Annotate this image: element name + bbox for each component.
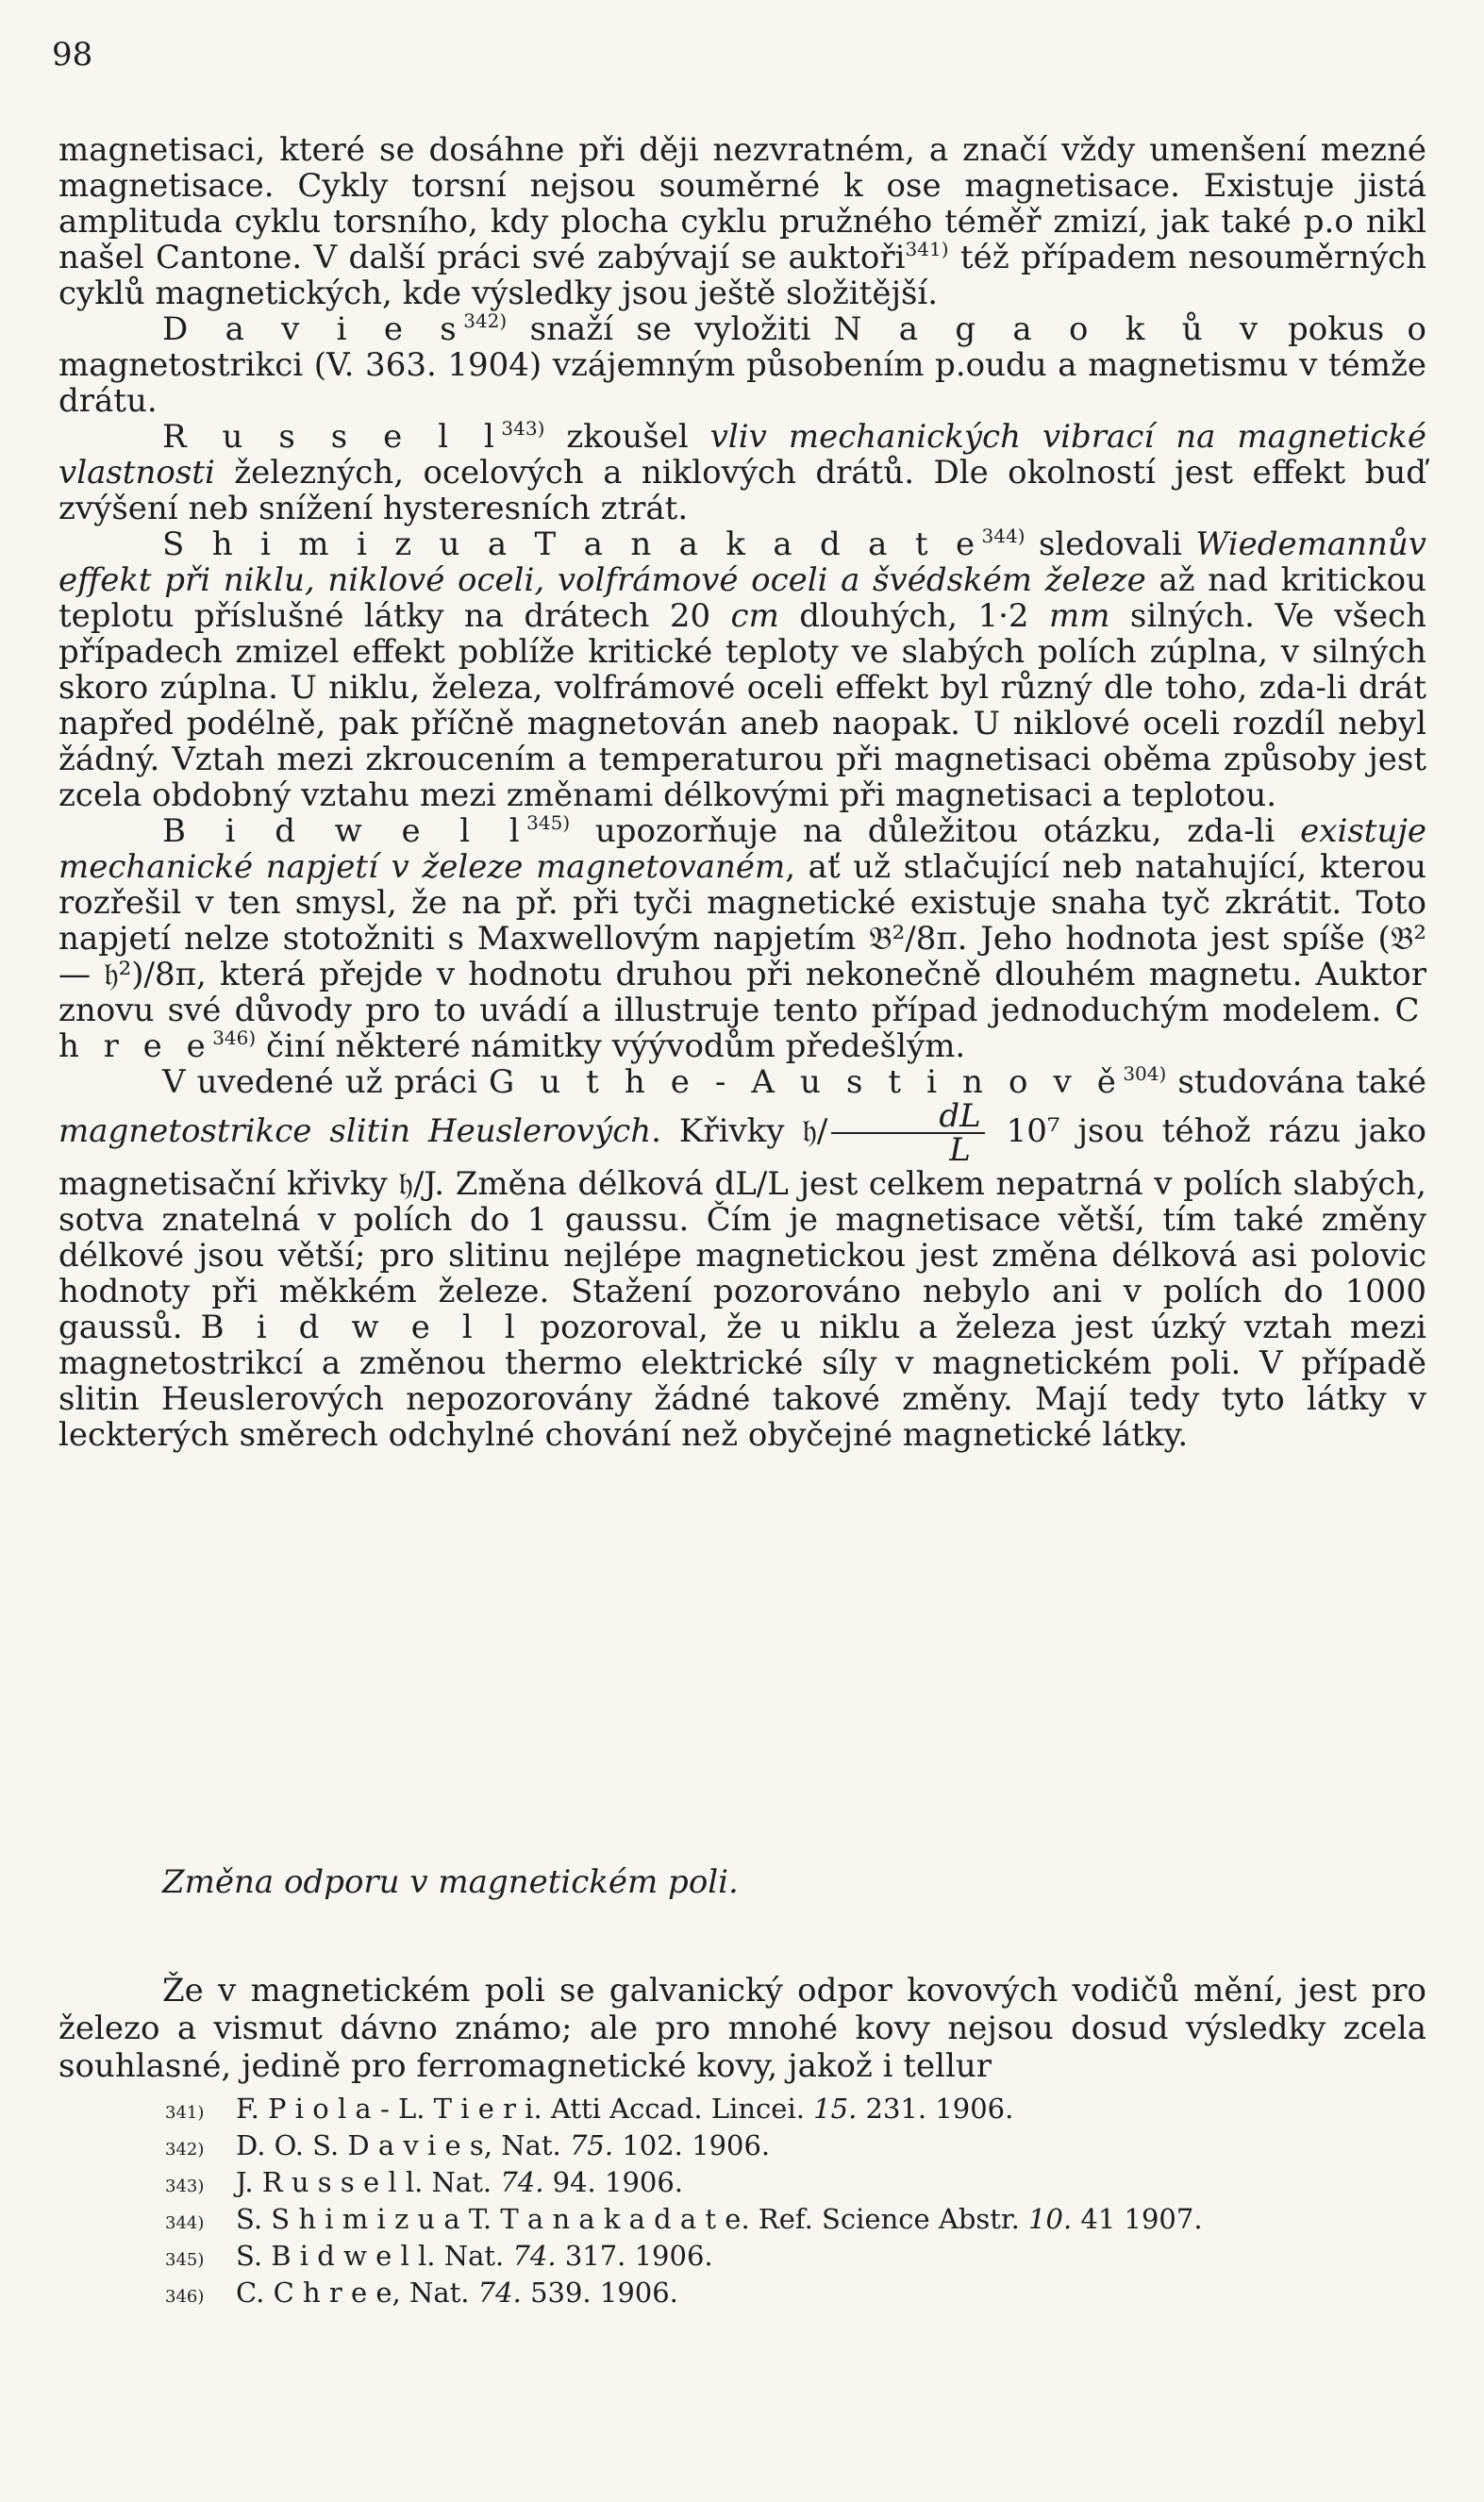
footnote-author: J. R u s s e l l.: [236, 2166, 424, 2198]
footnote-pages-year: 231. 1906.: [865, 2093, 1014, 2125]
text-run: dlouhých, 1·2: [778, 597, 1049, 635]
text-run: pozoroval, že u niklu a železa jest úzký vztah mezi magnetostrikcí a změnou thermo elektrické síly v magnetickém poli. V případě slitin Heuslerových nepozorovány žádné takové změny. Mají tedy tyto látky v leckterých směrech odchylné chování než obyčejné magnetické látky.: [58, 1309, 1426, 1454]
paragraph: [58, 1064, 1426, 1453]
footnote-reference: 346): [212, 1026, 257, 1049]
section-paragraph: Že v magnetickém poli se galvanický odpor kovových vodičů mění, jest pro železo a vismut dávno známo; ale pro mnohé kovy nejsou dosud výsledky zcela souhlasné, jedině pro ferromagnetické kovy, jakož i tellur: [58, 1972, 1426, 2085]
text-run: 10⁷ jsou téhož rázu jako magnetisační křivky 𝔥/J. Změna délková dL/L jest celkem nepatrná v polích slabých, sotva znatelná v polích do 1 gaussu. Čím je magnetisace větší, tím také změny délkové jsou větší; pro slitinu nejlépe magnetickou jest změna délková asi polovic hodnoty při měkkém železe. Stažení pozorováno nebylo ani v polích do 1000 gaussů.: [58, 1112, 1426, 1346]
paragraph: [58, 813, 1426, 1064]
footnotes: [165, 2093, 1429, 2313]
footnote: [165, 2093, 1429, 2129]
author-name: N a g a o k ů v: [833, 310, 1265, 348]
footnote: [165, 2277, 1429, 2313]
footnote-author: F. P i o l a - L. T i e r i.: [236, 2093, 542, 2125]
footnote-volume: 75.: [569, 2129, 614, 2161]
footnote-volume: 74.: [512, 2240, 557, 2272]
author-name: B i d w e l l: [162, 812, 527, 850]
footnote-mark: 341): [165, 2103, 205, 2123]
footnote-volume: 74.: [477, 2277, 522, 2309]
body-text: [58, 132, 1426, 1453]
footnote-mark: 344): [165, 2213, 205, 2233]
text-run: , ať už stlačující neb natahující, kterou rozřešil v ten smysl, že na př. při tyči magnetické existuje snaha tyč zkrátit. Toto napjetí nelze stotožniti s Maxwellovým napjetím 𝔅²/8π. Jeho hodnota jest spíše (𝔅² — 𝔥²)/8π, která přejde v hodnotu druhou při nekonečně dlouhém magnetu. Auktor znovu své důvody pro to uvádí a illustruje tento případ jednoduchým modelem.: [58, 848, 1426, 1029]
emphasis-text: Wiedemannův effekt při niklu, niklové oceli, volfrámové oceli a švédském železe: [58, 525, 1426, 599]
emphasis-text: cm: [730, 597, 779, 635]
text-run: . Křivky 𝔥/: [651, 1112, 828, 1150]
text-run: železných, ocelových a niklových drátů. Dle okolností jest effekt buď zvýšení neb snížení hysteresních ztrát.: [58, 454, 1426, 527]
footnote-reference: 345): [526, 811, 571, 834]
emphasis-text: magnetostrikce slitin Heuslerových: [58, 1112, 652, 1150]
paragraph: [58, 526, 1426, 813]
footnote-mark: 346): [165, 2287, 205, 2307]
footnote: [165, 2129, 1429, 2166]
author-name: S h i m i z u a T a n a k a d a t e: [162, 525, 982, 563]
footnote-reference: 304): [1123, 1062, 1167, 1085]
text-run: sledovali: [1025, 525, 1196, 563]
paragraph: [58, 132, 1426, 311]
footnote-mark: 345): [165, 2250, 205, 2270]
footnote-reference: 342): [463, 309, 508, 332]
text-run: V uvedené už práci: [162, 1063, 489, 1101]
footnote-source: Nat.: [409, 2277, 470, 2309]
footnote-author: D. O. S. D a v i e s,: [236, 2129, 492, 2161]
footnote-volume: 15.: [813, 2093, 858, 2125]
footnote-author: C. C h r e e,: [236, 2277, 401, 2309]
footnote-volume: 10.: [1028, 2203, 1073, 2235]
fraction: [831, 1097, 984, 1169]
author-name: R u s s e l l: [162, 418, 502, 456]
footnote-author: S. B i d w e l l.: [236, 2240, 436, 2272]
author-name: D a v i e s: [162, 310, 464, 348]
text-run: studována také: [1166, 1063, 1426, 1101]
text-run: zkoušel: [544, 418, 710, 456]
footnote-pages-year: 41 1907.: [1080, 2203, 1203, 2235]
footnote-pages-year: 539. 1906.: [530, 2277, 678, 2309]
footnote-source: Ref. Science Abstr.: [758, 2203, 1020, 2235]
footnote-citation: [236, 2166, 683, 2198]
footnote-source: Nat.: [431, 2166, 492, 2198]
footnote-mark: 343): [165, 2177, 205, 2196]
author-name: G u t h e - A u s t i n o v ě: [489, 1063, 1124, 1101]
author-name: B i d w e l l: [200, 1309, 523, 1346]
footnote-reference: 343): [501, 417, 545, 440]
author-name: C h r e e: [58, 992, 1426, 1065]
paragraph: [58, 419, 1426, 526]
footnote-source: Nat.: [501, 2129, 561, 2161]
footnote-pages-year: 317. 1906.: [564, 2240, 713, 2272]
footnote-citation: [236, 2277, 678, 2309]
footnote-volume: 74.: [500, 2166, 544, 2198]
footnote-mark: 342): [165, 2140, 205, 2160]
section-text: [58, 1972, 1426, 2085]
paragraph: [58, 311, 1426, 419]
footnote-citation: [236, 2129, 770, 2161]
footnote-reference: 344): [981, 525, 1025, 547]
footnote: [165, 2166, 1429, 2203]
fraction-denominator: L: [949, 1131, 971, 1169]
text-run: až nad kritickou teplotu příslušné látky na drátech 20: [58, 561, 1427, 635]
emphasis-text: mm: [1048, 597, 1110, 635]
text-run: silných. Ve všech případech zmizel effekt poblíže kritické teploty ve slabých polích zúplna, v silných skoro zúplna. U niklu, železa, volfrámové oceli effekt byl různý dle toho, zda-li drát napřed podélně, pak příčně magnetován aneb naopak. U niklové oceli rozdíl nebyl žádný. Vztah mezi zkroucením a temperaturou při magnetisaci oběma způsoby jest zcela obdobný vztahu mezi změnami délkovými při magnetisaci a teplotou.: [58, 597, 1427, 814]
footnote: [165, 2203, 1429, 2240]
text-run: pokus o magnetostrikci (V. 363. 1904) vzájemným působením p.oudu a magnetismu v témže drátu.: [58, 310, 1426, 420]
footnote-source: Nat.: [443, 2240, 505, 2272]
footnote-pages-year: 102. 1906.: [622, 2129, 771, 2161]
emphasis-text: vliv mechanických vibrací na magnetické vlastnosti: [58, 418, 1426, 492]
section-heading: Změna odporu v magnetickém poli.: [162, 1863, 739, 1901]
emphasis-text: existuje mechanické napjetí v železe magnetovaném: [58, 812, 1426, 886]
page-number: 98: [52, 36, 93, 74]
footnote-citation: [236, 2093, 1013, 2125]
text-run: činí některé námitky výývodům předešlým.: [256, 1027, 966, 1065]
footnote-reference: 341): [905, 238, 949, 260]
text-run: též případem nesouměrných cyklů magnetických, kde výsledky jsou ještě složitější.: [58, 239, 1426, 312]
footnote-source: Atti Accad. Lincei.: [550, 2093, 805, 2125]
footnote-citation: [236, 2240, 713, 2272]
footnote-citation: [236, 2203, 1203, 2235]
text-run: snaží se vyložiti: [507, 310, 834, 348]
text-run: magnetisaci, které se dosáhne při ději nezvratném, a značí vždy umenšení mezné magnetisace. Cykly torsní nejsou souměrné k ose magnetisace. Existuje jistá amplituda cyklu torsního, kdy plocha cyklu pružného téměř zmizí, jak také p.o nikl našel Cantone. V další práci své zabývají se auktoři: [58, 131, 1426, 276]
footnote: [165, 2240, 1429, 2277]
footnote-author: S. S h i m i z u a T. T a n a k a d a t e.: [236, 2203, 750, 2235]
footnote-pages-year: 94. 1906.: [552, 2166, 684, 2198]
fraction-numerator: dL: [831, 1100, 984, 1134]
text-run: upozorňuje na důležitou otázku, zda-li: [570, 812, 1301, 850]
